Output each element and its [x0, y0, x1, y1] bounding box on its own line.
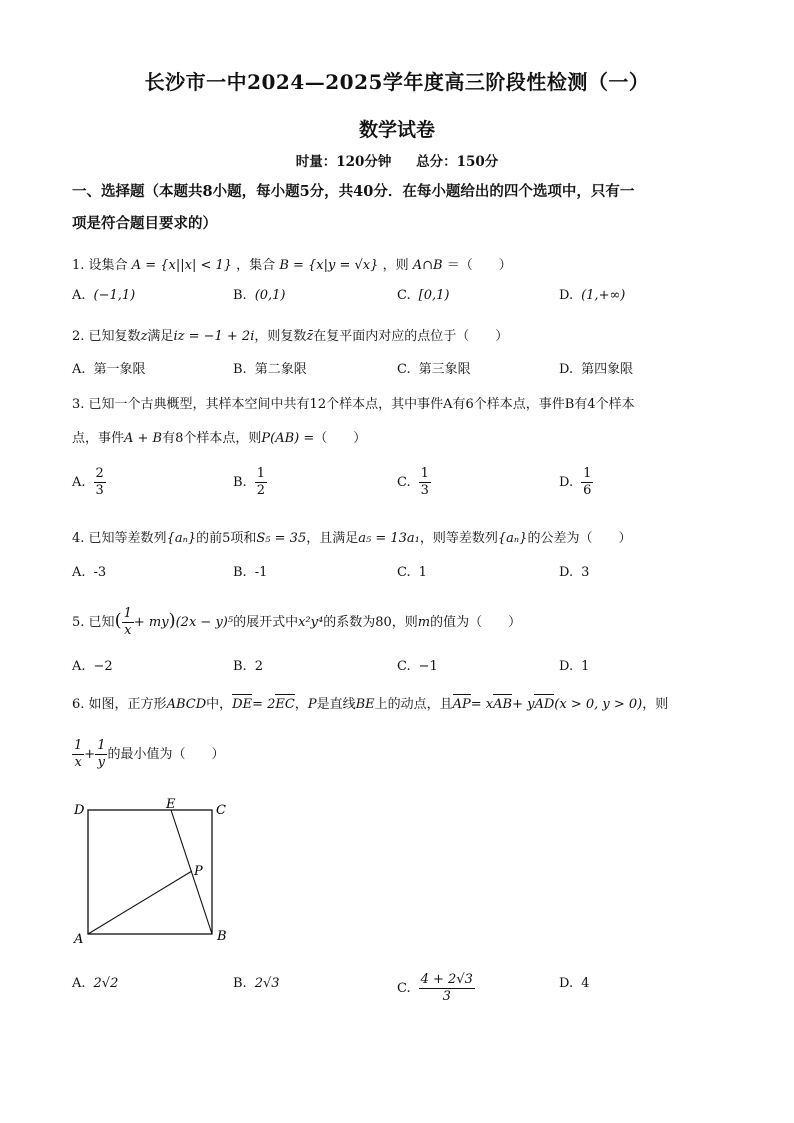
- question-text: ，集合: [236, 258, 276, 273]
- question-5-options: [72, 659, 732, 689]
- question-4: [72, 527, 732, 551]
- probability-expr: P(AB) =: [261, 431, 315, 446]
- vector-de: DE: [232, 693, 252, 717]
- question-text: ，则复数: [254, 329, 307, 344]
- question-3-options: [72, 466, 732, 510]
- option-d[interactable]: D. 4: [559, 976, 590, 991]
- question-text: 的最小值为（ ）: [107, 747, 225, 762]
- sequence: {aₙ}: [166, 531, 197, 546]
- segment-ap: [88, 871, 192, 934]
- operator: = 2: [252, 697, 276, 712]
- exam-subtitle: 数学试卷: [358, 119, 435, 141]
- square-name: ABCD: [166, 697, 207, 712]
- denominator: y: [97, 755, 105, 770]
- option-d[interactable]: D. $\frac{1}{6}$: [559, 466, 592, 498]
- fraction: [581, 466, 593, 499]
- question-text: 的系数为80，则: [323, 615, 418, 630]
- expression: (2x − y)⁵: [175, 615, 234, 630]
- equation: iz = −1 + 2i: [173, 329, 255, 344]
- option-b[interactable]: B. (0,1): [233, 288, 286, 303]
- section-heading: [72, 176, 722, 240]
- numerator: 1: [123, 606, 132, 621]
- numerator: 1: [583, 466, 592, 481]
- event-sum: A + B: [124, 431, 163, 446]
- question-6-options: [72, 972, 732, 1016]
- question-text: ，则等差数列: [419, 531, 498, 546]
- var-zbar: z̄: [306, 329, 314, 344]
- question-text: 中，: [206, 697, 233, 712]
- question-text: （ ）: [314, 431, 367, 446]
- question-text: 已知一个古典概型，其样本空间中共有12个样本点，其中事件A有6个样本点，事件B有4个样本: [88, 397, 635, 412]
- line-be: BE: [355, 697, 375, 712]
- numerator: 1: [420, 466, 429, 481]
- question-2: [72, 325, 732, 349]
- exam-title: 长沙市一中2024—2025学年度高三阶段性检测（一）: [144, 70, 650, 94]
- vector-ec: EC: [275, 693, 294, 717]
- option-d[interactable]: D. (1,+∞): [559, 288, 626, 303]
- point-p: P: [307, 697, 317, 712]
- exam-meta: [0, 150, 794, 170]
- intersection-expr: A∩B: [412, 258, 443, 273]
- option-a[interactable]: A. -3: [72, 565, 107, 580]
- section-heading-line1: 一、选择题（本题共8小题，每小题5分，共40分．在每小题给出的四个选项中，只有一: [72, 183, 635, 200]
- label-d: D: [74, 803, 85, 818]
- question-text: 满足: [147, 329, 174, 344]
- question-text: 上的动点，且: [374, 697, 453, 712]
- question-text: ，且满足: [306, 531, 359, 546]
- vector-ab: AB: [493, 693, 512, 717]
- var-z: z: [140, 329, 148, 344]
- option-c[interactable]: C. [0,1): [397, 288, 450, 303]
- question-text: 是直线: [316, 697, 356, 712]
- question-text: 已知复数: [88, 329, 141, 344]
- question-number: 2.: [72, 329, 85, 344]
- label-b: B: [217, 929, 227, 944]
- question-6: [72, 693, 732, 717]
- numerator: 4 + 2√3: [420, 972, 473, 987]
- fraction: [94, 466, 106, 499]
- question-1: [72, 254, 732, 278]
- question-text: 设集合: [88, 258, 128, 273]
- question-3: [72, 388, 732, 456]
- option-c[interactable]: C. $\frac{4 + 2√3}{3}$: [397, 972, 473, 1004]
- option-c[interactable]: C. −1: [397, 659, 438, 674]
- var-m: m: [417, 615, 431, 630]
- question-number: 3.: [72, 397, 85, 412]
- option-c[interactable]: C. $\frac{1}{3}$: [397, 466, 429, 498]
- exam-time: 时量：120分钟: [295, 154, 392, 170]
- label-p: P: [194, 864, 203, 879]
- sum-s5: S₅ = 35: [256, 531, 307, 546]
- option-a[interactable]: A. 第一象限: [72, 362, 146, 377]
- question-text: 的前5项和: [196, 531, 257, 546]
- segment-eb: [171, 810, 212, 934]
- exam-score: 总分：150分: [416, 154, 499, 170]
- condition: (x > 0, y > 0): [554, 697, 643, 712]
- operator: = x: [470, 697, 494, 712]
- question-3-line2: [72, 422, 732, 456]
- fraction: [419, 466, 431, 499]
- numerator: 2: [95, 466, 104, 481]
- denominator: x: [124, 623, 132, 638]
- option-c[interactable]: C. 第三象限: [397, 362, 471, 377]
- denominator: 6: [583, 483, 592, 498]
- question-text: 的公差为（ ）: [527, 531, 632, 546]
- question-6-line2: [72, 738, 732, 771]
- set-b: B = {x|y = √x}: [279, 258, 379, 273]
- question-number: 1.: [72, 258, 85, 273]
- operator: + y: [512, 697, 535, 712]
- square-figure: [70, 795, 240, 950]
- fraction: [72, 738, 84, 771]
- option-a[interactable]: A. 2√2: [72, 976, 119, 991]
- term: x²y⁴: [298, 615, 324, 630]
- label-a: A: [74, 932, 84, 947]
- denominator: 3: [442, 989, 451, 1004]
- expression: + my: [133, 615, 169, 630]
- fraction: [95, 738, 107, 771]
- numerator: 1: [256, 466, 265, 481]
- label-e: E: [166, 797, 176, 812]
- option-c[interactable]: C. 1: [397, 565, 427, 580]
- section-heading-line2: 项是符合题目要求的）: [72, 215, 217, 232]
- denominator: 3: [95, 483, 104, 498]
- question-text: 的值为（ ）: [430, 615, 522, 630]
- paren-open: (: [114, 610, 122, 631]
- option-a[interactable]: A. −2: [72, 659, 113, 674]
- question-1-options: [72, 288, 732, 318]
- option-d[interactable]: D. 1: [559, 659, 590, 674]
- option-b[interactable]: B. 第二象限: [233, 362, 307, 377]
- question-4-options: [72, 565, 732, 595]
- vector-ap: AP: [453, 693, 471, 717]
- question-3-line1: [72, 388, 732, 422]
- option-a[interactable]: A. (−1,1): [72, 288, 136, 303]
- question-text: 已知等差数列: [88, 531, 167, 546]
- denominator: 3: [420, 483, 429, 498]
- option-d[interactable]: D. 第四象限: [559, 362, 634, 377]
- option-b[interactable]: B. 2: [233, 659, 263, 674]
- option-b[interactable]: B. -1: [233, 565, 268, 580]
- paren-close: ): [168, 610, 176, 631]
- set-a: A = {x||x| < 1}: [131, 258, 233, 273]
- question-text: ＝（ ）: [446, 258, 512, 273]
- question-text: ，则: [642, 697, 669, 712]
- question-number: 4.: [72, 531, 85, 546]
- question-text: 已知: [88, 615, 115, 630]
- fraction: [255, 466, 267, 499]
- sequence: {aₙ}: [497, 531, 528, 546]
- question-text: ，则: [382, 258, 409, 273]
- condition: a₅ = 13a₁: [358, 531, 420, 546]
- fraction: [419, 972, 475, 1005]
- question-number: 6.: [72, 697, 85, 712]
- denominator: 2: [256, 483, 265, 498]
- question-text: 点，事件: [72, 431, 125, 446]
- label-c: C: [216, 803, 226, 818]
- question-text: ，: [294, 697, 308, 712]
- question-text: 有8个样本点，则: [162, 431, 262, 446]
- option-d[interactable]: D. 3: [559, 565, 590, 580]
- question-2-options: [72, 358, 732, 388]
- option-b[interactable]: B. $\frac{1}{2}$: [233, 466, 265, 498]
- numerator: 1: [74, 738, 83, 753]
- option-a[interactable]: A. $\frac{2}{3}$: [72, 466, 104, 498]
- question-text: 的展开式中: [233, 615, 299, 630]
- fraction: [122, 606, 134, 639]
- question-text: 在复平面内对应的点位于（ ）: [313, 329, 509, 344]
- operator: +: [84, 747, 96, 762]
- numerator: 1: [97, 738, 106, 753]
- option-b[interactable]: B. 2√3: [233, 976, 280, 991]
- vector-ad: AD: [534, 693, 554, 717]
- question-text: 如图，正方形: [88, 697, 167, 712]
- question-5: [72, 600, 732, 644]
- question-number: 5.: [72, 615, 85, 630]
- denominator: x: [74, 755, 82, 770]
